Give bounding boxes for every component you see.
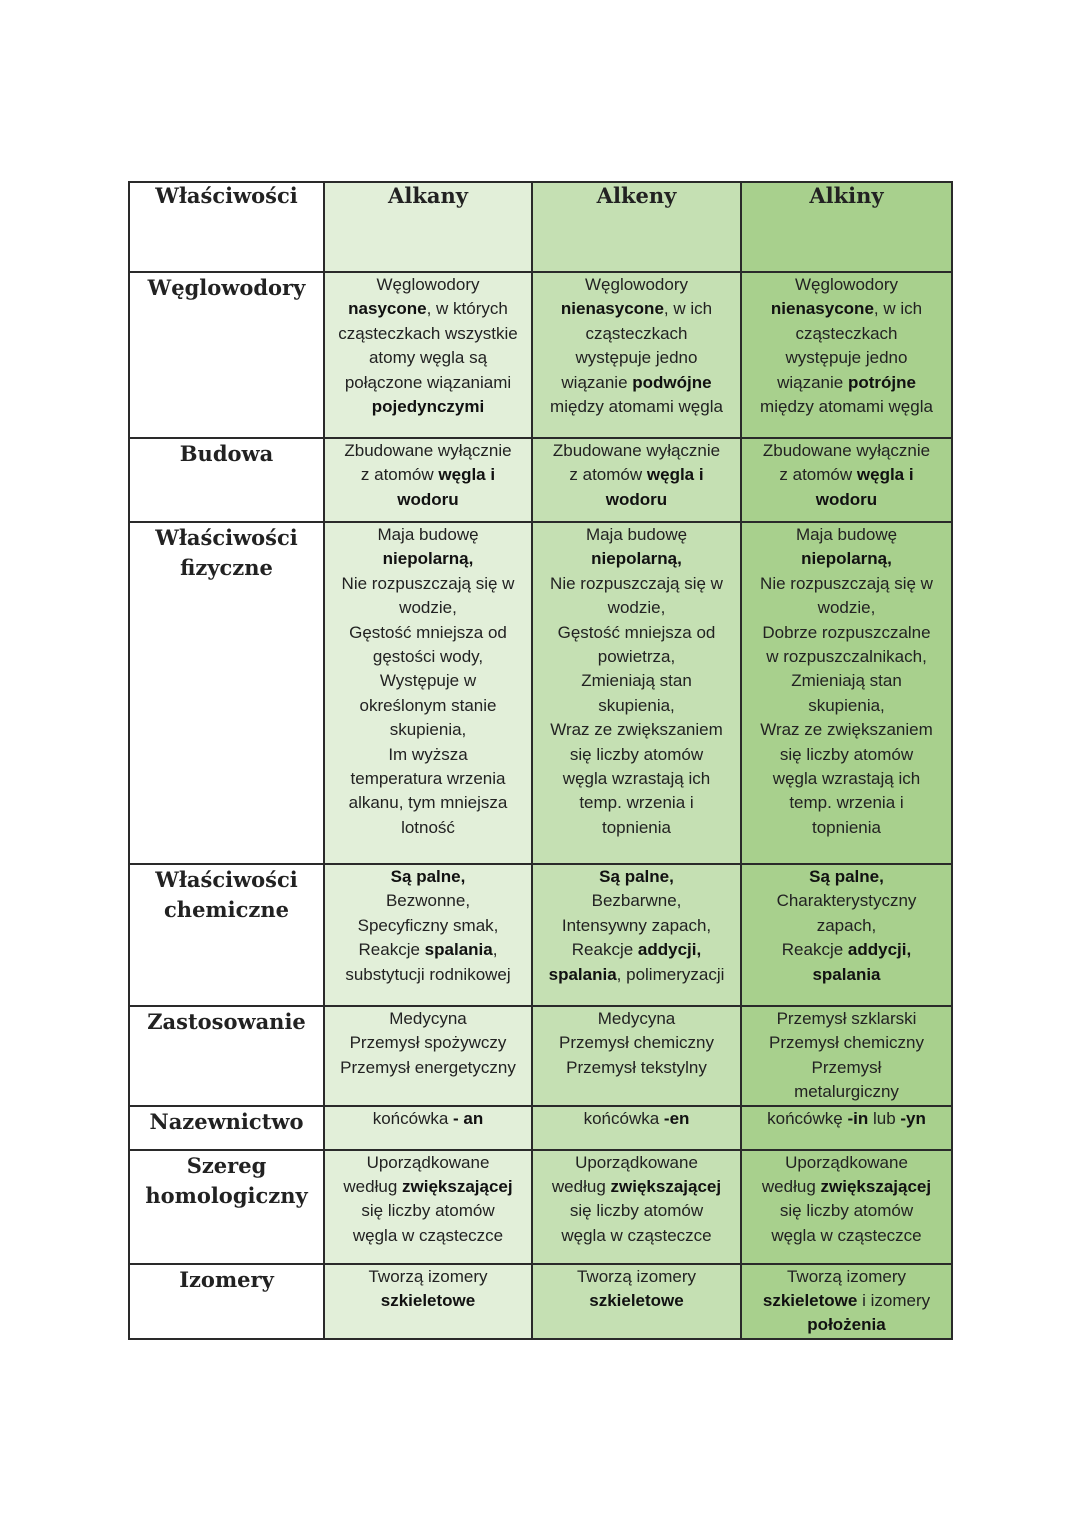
cell-line: węgla w cząsteczce <box>352 1225 504 1245</box>
cell-alkany <box>324 1150 532 1264</box>
cell-line: Zbudowane wyłącznie <box>344 441 512 460</box>
cell-line: określonym stanie <box>359 695 497 715</box>
cell-line: Medycyna <box>389 1009 467 1028</box>
cell-line: węgla wzrastają ich <box>772 769 921 789</box>
cell-line: Charakterystyczny <box>776 891 917 911</box>
row-label: Zastosowanie <box>129 1006 324 1106</box>
cell-line: z atomów węgla i <box>360 465 496 485</box>
cell-line: Reakcje addycji, <box>781 940 912 960</box>
cell-line: Przemysł spożywczy <box>349 1033 507 1053</box>
cell-line: Przemysł tekstylny <box>566 1057 707 1077</box>
cell-line: lotność <box>401 817 455 837</box>
cell-line: wodoru <box>815 489 878 509</box>
cell-line: połączone wiązaniami <box>344 372 512 392</box>
cell-line: końcówka - an <box>372 1108 484 1128</box>
row-label: Węglowodory <box>129 272 324 438</box>
cell-line: wiązanie podwójne <box>561 372 712 392</box>
cell-line: skupienia, <box>389 720 467 740</box>
cell-line: Reakcje addycji, <box>571 940 702 960</box>
cell-line: się liczby atomów <box>569 1201 704 1221</box>
cell-alkiny <box>741 1006 952 1106</box>
cell-line: temperatura wrzenia <box>350 769 506 789</box>
cell-line: topnienia <box>601 817 671 837</box>
cell-line: cząsteczkach <box>795 323 898 343</box>
cell-line: Węglowodory <box>585 275 688 294</box>
cell-line: wodoru <box>605 489 668 509</box>
cell-line: Im wyższa <box>388 744 468 764</box>
cell-line: Są palne, <box>390 867 466 886</box>
cell-line: Węglowodory <box>795 275 898 294</box>
cell-alkany <box>324 272 532 438</box>
cell-line: Występuje w <box>379 671 477 691</box>
cell-line: się liczby atomów <box>779 1201 914 1221</box>
cell-line: Tworzą izomery <box>368 1266 488 1286</box>
cell-line: końcówkę -in lub -yn <box>767 1108 926 1128</box>
cell-alkany <box>324 1106 532 1150</box>
cell-line: Uporządkowane <box>575 1152 698 1172</box>
cell-line: Przemysł chemiczny <box>769 1033 924 1053</box>
row-label: Budowa <box>129 438 324 522</box>
header-property: Właściwości <box>129 182 324 272</box>
cell-line: wodzie, <box>607 598 666 618</box>
cell-line: się liczby atomów <box>779 744 914 764</box>
cell-line: atomy węgla są <box>368 348 488 368</box>
cell-line: Są palne, <box>809 867 884 886</box>
cell-line: Węglowodory <box>376 275 480 294</box>
cell-line: Wraz ze zwiększaniem <box>550 720 723 740</box>
cell-line: w rozpuszczalnikach, <box>766 647 927 667</box>
table-row <box>129 522 952 864</box>
cell-alkeny <box>532 1106 741 1150</box>
row-label: Właściwości fizyczne <box>129 522 324 864</box>
cell-alkiny <box>741 864 952 1006</box>
cell-line: Gęstość mniejsza od <box>349 622 507 642</box>
cell-alkeny <box>532 1150 741 1264</box>
cell-line: się liczby atomów <box>569 744 704 764</box>
cell-alkiny <box>741 272 952 438</box>
cell-line: Uporządkowane <box>366 1152 490 1172</box>
cell-line: alkanu, tym mniejsza <box>348 793 508 813</box>
cell-line: Wraz ze zwiększaniem <box>760 720 933 740</box>
cell-alkeny <box>532 1006 741 1106</box>
cell-line: według zwiększającej <box>761 1177 932 1197</box>
cell-line: z atomów węgla i <box>779 465 914 485</box>
cell-alkeny <box>532 438 741 522</box>
cell-alkany <box>324 438 532 522</box>
cell-alkany <box>324 1006 532 1106</box>
cell-alkeny <box>532 522 741 864</box>
cell-line: Zmieniają stan <box>791 671 902 691</box>
cell-line: szkieletowe <box>589 1291 684 1311</box>
cell-alkiny <box>741 522 952 864</box>
cell-line: Przemysł szklarski <box>776 1009 917 1028</box>
table-row <box>129 272 952 438</box>
cell-line: węgla wzrastają ich <box>562 769 711 789</box>
cell-alkiny <box>741 438 952 522</box>
table-row <box>129 1150 952 1264</box>
cell-alkiny <box>741 1264 952 1339</box>
cell-line: Bezwonne, <box>385 891 471 911</box>
cell-line: spalania, polimeryzacji <box>548 964 725 984</box>
table-row <box>129 1264 952 1339</box>
cell-line: z atomów węgla i <box>569 465 704 485</box>
cell-line: cząsteczkach wszystkie <box>338 323 518 343</box>
table-row <box>129 864 952 1006</box>
header-alkany: Alkany <box>324 182 532 272</box>
cell-line: nienasycone, w ich <box>560 299 713 319</box>
cell-line: temp. wrzenia i <box>789 793 904 813</box>
cell-line: węgla w cząsteczce <box>561 1225 712 1245</box>
cell-line: między atomami węgla <box>550 397 723 417</box>
cell-line: położenia <box>807 1315 886 1335</box>
cell-alkany <box>324 522 532 864</box>
cell-alkany <box>324 864 532 1006</box>
cell-line: Bezbarwne, <box>591 891 682 911</box>
table-body <box>129 272 952 1339</box>
cell-line: według zwiększającej <box>551 1177 722 1197</box>
cell-alkiny <box>741 1106 952 1150</box>
cell-line: Maja budowę <box>585 525 688 544</box>
cell-line: Są palne, <box>599 867 674 886</box>
cell-line: niepolarną, <box>591 549 682 569</box>
cell-line: zapach, <box>816 915 877 935</box>
cell-line: Dobrze rozpuszczalne <box>762 622 931 642</box>
cell-line: Zmieniają stan <box>581 671 692 691</box>
cell-line: Maja budowę <box>377 525 479 544</box>
row-label: Szereg homologiczny <box>129 1150 324 1264</box>
cell-line: Tworzą izomery <box>786 1266 907 1286</box>
cell-alkany <box>324 1264 532 1339</box>
cell-line: nienasycone, w ich <box>770 299 923 319</box>
cell-line: pojedynczymi <box>371 397 485 417</box>
cell-line: Medycyna <box>597 1009 676 1028</box>
cell-line: temp. wrzenia i <box>579 793 694 813</box>
cell-line: Zbudowane wyłącznie <box>762 441 931 460</box>
cell-line: cząsteczkach <box>585 323 688 343</box>
cell-line: węgla w cząsteczce <box>771 1225 922 1245</box>
cell-line: Nie rozpuszczają się w <box>550 573 723 593</box>
cell-line: Specyficzny smak, <box>357 915 499 935</box>
cell-line: Przemysł <box>811 1057 882 1077</box>
cell-line: wodoru <box>397 489 459 509</box>
row-label: Izomery <box>129 1264 324 1339</box>
cell-line: Przemysł energetyczny <box>340 1057 516 1077</box>
header-alkeny: Alkeny <box>532 182 741 272</box>
header-alkiny: Alkiny <box>741 182 952 272</box>
cell-line: spalania <box>812 964 881 984</box>
cell-alkeny <box>532 1264 741 1339</box>
cell-line: niepolarną, <box>382 549 474 569</box>
cell-line: topnienia <box>811 817 881 837</box>
cell-line: Tworzą izomery <box>576 1266 697 1286</box>
cell-line: występuje jedno <box>575 348 698 368</box>
cell-line: wiązanie potrójne <box>777 372 916 392</box>
cell-line: Reakcje spalania, <box>358 940 498 960</box>
cell-line: wodzie, <box>817 598 876 618</box>
cell-line: się liczby atomów <box>361 1201 495 1221</box>
cell-line: Gęstość mniejsza od <box>557 622 716 642</box>
row-label: Nazewnictwo <box>129 1106 324 1150</box>
cell-line: występuje jedno <box>785 348 908 368</box>
cell-line: powietrza, <box>597 647 676 667</box>
row-label: Właściwości chemiczne <box>129 864 324 1006</box>
cell-line: między atomami węgla <box>760 397 933 417</box>
cell-line: końcówka -en <box>583 1108 690 1128</box>
table-row <box>129 438 952 522</box>
cell-line: Maja budowę <box>795 525 898 544</box>
cell-line: szkieletowe i izomery <box>762 1291 931 1311</box>
cell-line: Intensywny zapach, <box>561 915 712 935</box>
cell-line: nasycone, w których <box>348 299 508 319</box>
cell-line: metalurgiczny <box>794 1082 899 1102</box>
cell-line: Nie rozpuszczają się w <box>341 573 515 593</box>
comparison-table <box>128 181 953 1340</box>
cell-line: Przemysł chemiczny <box>559 1033 714 1053</box>
cell-line: szkieletowe <box>380 1291 476 1311</box>
cell-line: substytucji rodnikowej <box>345 964 511 984</box>
cell-line: Nie rozpuszczają się w <box>760 573 933 593</box>
header-row <box>129 182 952 272</box>
cell-line: Uporządkowane <box>785 1152 908 1172</box>
cell-line: Zbudowane wyłącznie <box>552 441 721 460</box>
cell-alkiny <box>741 1150 952 1264</box>
cell-alkeny <box>532 864 741 1006</box>
cell-line: skupienia, <box>808 695 885 715</box>
cell-line: według zwiększającej <box>343 1177 513 1197</box>
cell-line: skupienia, <box>598 695 675 715</box>
cell-alkeny <box>532 272 741 438</box>
cell-line: wodzie, <box>399 598 457 618</box>
table-row <box>129 1006 952 1106</box>
table-row <box>129 1106 952 1150</box>
cell-line: gęstości wody, <box>372 647 484 667</box>
cell-line: niepolarną, <box>801 549 892 569</box>
